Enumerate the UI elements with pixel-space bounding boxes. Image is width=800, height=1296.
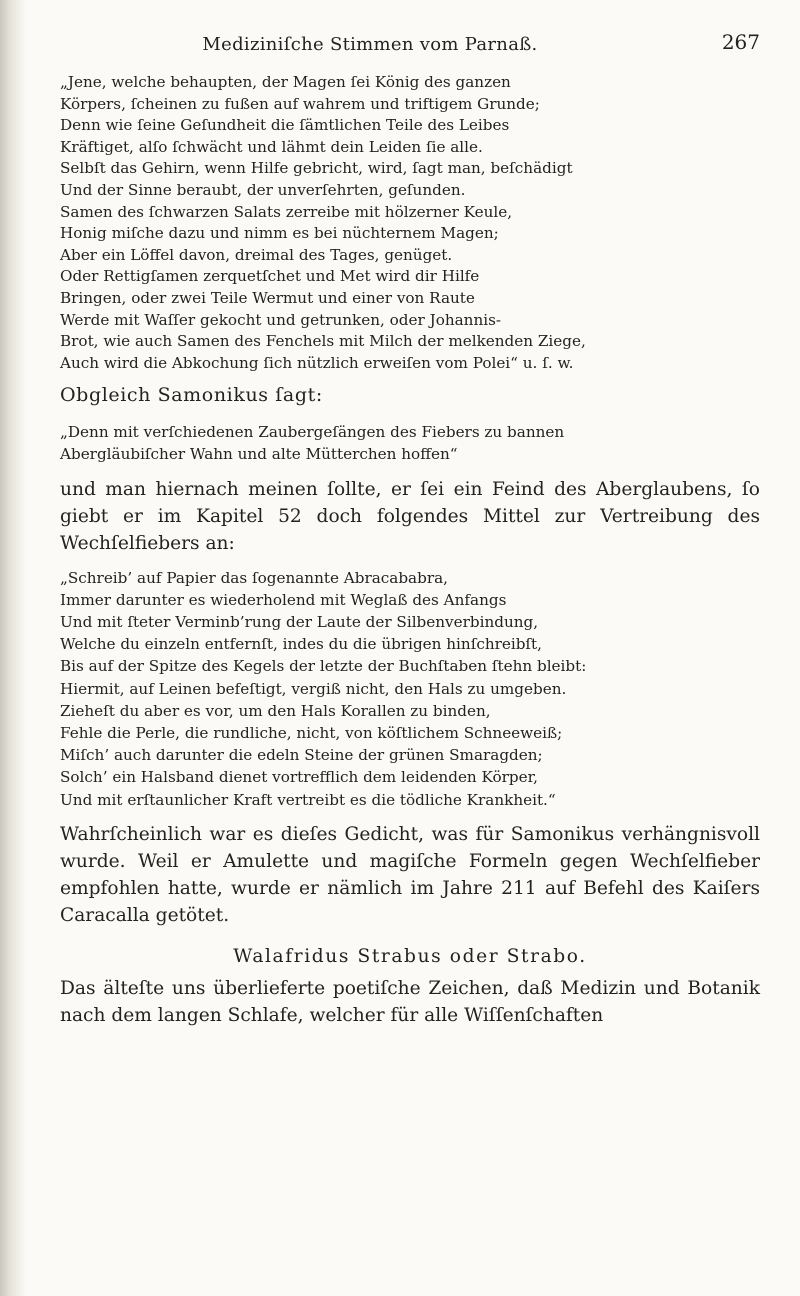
poem-line: „Jene, welche behaupten, der Magen ſei König des ganzen xyxy=(60,73,511,91)
page-number: 267 xyxy=(721,30,760,54)
running-title: Mediziniſche Stimmen vom Parnaß. xyxy=(202,34,538,55)
section-heading-walafridus: Walafridus Strabus oder Strabo. xyxy=(233,945,587,967)
poem-line: Und der Sinne beraubt, der unverſehrten, geſunden. xyxy=(60,180,466,199)
poem-line: Solch’ ein Halsband dienet vortrefflich dem leidenden Körper, xyxy=(60,768,539,787)
poem-line: Brot, wie auch Samen des Fenchels mit Milch der melkenden Ziege, xyxy=(60,332,586,351)
poem-line: Hiermit, auf Leinen befeſtigt, vergiß nicht, den Hals zu umgeben. xyxy=(60,679,567,698)
poem-abracadabra xyxy=(60,567,760,811)
poem-line: Aber ein Löffel davon, dreimal des Tages, genüget. xyxy=(60,245,453,264)
paragraph-fever-remedy: und man hiernach meinen ſollte, er ſei ein Feind des Aberglaubens, ſo giebt er im Kapitel 52 doch folgendes Mittel zur Vertreibung des Wechſelfiebers an: xyxy=(60,478,760,554)
poem-line: Und mit erſtaunlicher Kraft vertreibt es die tödliche Krankheit.“ xyxy=(60,790,556,809)
poem-line: Immer darunter es wiederholend mit Weglaß des Anfangs xyxy=(60,590,507,609)
poem-line: Ziehеſt du aber es vor, um den Hals Korallen zu binden, xyxy=(60,701,491,720)
poem-line: Körpers, ſcheinen zu fußen auf wahrem und triftigem Grunde; xyxy=(60,94,540,113)
poem-line: Honig miſche dazu und nimm es bei nüchternem Magen; xyxy=(60,224,499,243)
paragraph-oldest-sign: Das älteſte uns überlieferte poetiſche Zeichen, daß Medizin und Botanik nach dem langen Schlafe, welcher für alle Wiſſenſchaften xyxy=(60,977,760,1026)
book-spine-shadow xyxy=(0,0,26,1296)
poem-line: Bringen, oder zwei Teile Wermut und einer von Raute xyxy=(60,288,475,307)
poem-line: Welche du einzeln entfernſt, indes du die übrigen hinſchreibſt, xyxy=(60,635,542,654)
poem-line: Miſch’ auch darunter die edeln Steine der grünen Smaragden; xyxy=(60,746,543,765)
poem-line: Samen des ſchwarzen Salats zerreibe mit hölzerner Keule, xyxy=(60,202,513,221)
poem-line: Werde mit Waſſer gekocht und getrunken, oder Johannis- xyxy=(60,310,502,329)
poem-line: Fehle die Perle, die rundliche, nicht, von köſtlichem Schneeweiß; xyxy=(60,723,563,742)
paragraph-samonicus-fate: Wahrſcheinlich war es dieſes Gedicht, was für Samonikus verhängnisvoll wurde. Weil er Amulette und magiſche Formeln gegen Wechſelfieber empfohlen hatte, wurde er nämlich im Jahre 211 auf Befehl des Kaiſers Caracalla getötet. xyxy=(60,823,760,926)
samonicus-quote xyxy=(60,422,760,465)
running-header xyxy=(60,30,760,62)
poem-line: Kräftiget, alſo ſchwächt und lähmt dein Leiden ſie alle. xyxy=(60,137,483,156)
poem-stomach xyxy=(60,72,760,374)
poem-line: Denn wie ſeine Geſundheit die ſämtlichen Teile des Leibes xyxy=(60,116,510,135)
page-content xyxy=(60,30,760,1029)
samonicus-intro: Obgleich Samonikus ſagt: xyxy=(60,384,323,407)
poem-line: Oder Rettigſamen zerquetſchet und Met wird dir Hilfe xyxy=(60,267,480,286)
poem-line: Und mit ſteter Verminb’rung der Laute der Silbenverbindung, xyxy=(60,612,539,631)
poem-line: Bis auf der Spitze des Kegels der letzte der Buchſtaben ſtehn bleibt: xyxy=(60,657,587,676)
poem-line: Selbſt das Gehirn, wenn Hilfe gebricht, wird, ſagt man, beſchädigt xyxy=(60,159,573,178)
poem-line: „Schreib’ auf Papier das ſogenannte Abracababra, xyxy=(60,568,448,587)
poem-line: Auch wird die Abkochung ſich nützlich erweiſen vom Polei“ u. ſ. w. xyxy=(60,353,574,372)
quote-line: „Denn mit verſchiedenen Zaubergeſängen des Fiebers zu bannen xyxy=(60,423,565,442)
quote-line: Abergläubiſcher Wahn und alte Mütterchen hoffen“ xyxy=(60,444,458,463)
